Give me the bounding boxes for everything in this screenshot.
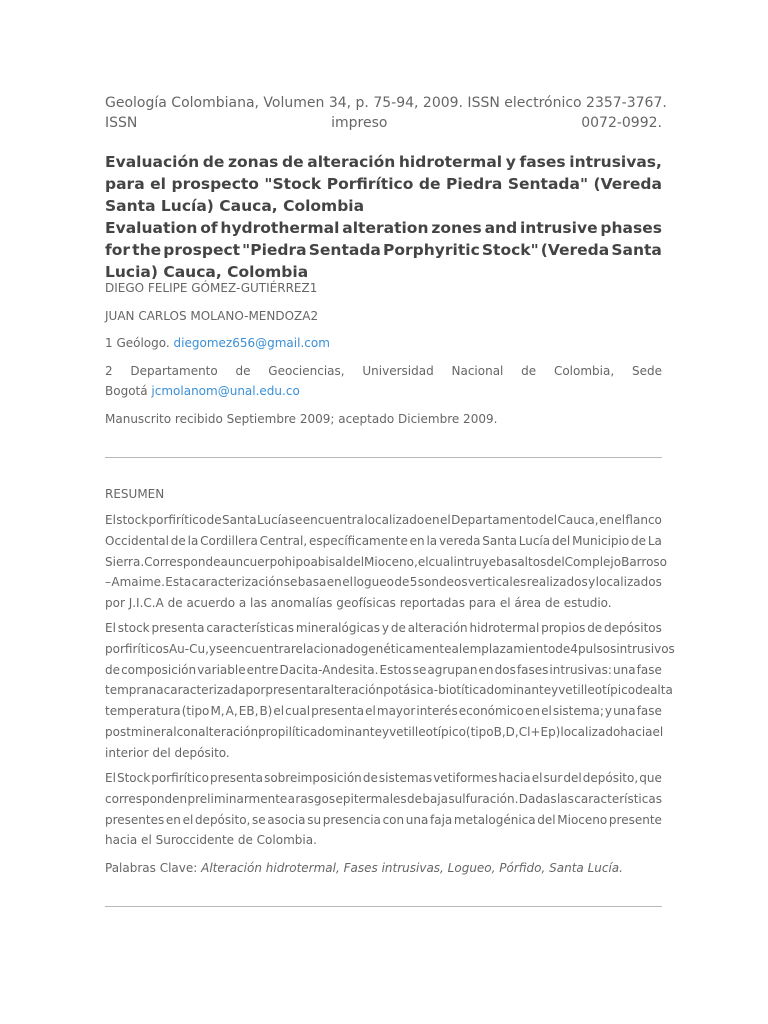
paragraph-word: El — [105, 771, 116, 785]
paragraph-word: presente — [608, 812, 662, 827]
paragraph-word: vereda — [438, 533, 481, 548]
paragraph-word: dos — [494, 662, 516, 677]
paragraph-word: Sierra. — [105, 554, 145, 569]
paragraph-word: cuerpo — [243, 554, 285, 569]
paragraph-word: Departamento — [451, 513, 539, 527]
title-word: "Piedra — [242, 241, 307, 259]
article-title — [105, 151, 662, 283]
paragraph-word: de — [407, 791, 423, 806]
resumen-paragraph-1 — [105, 510, 668, 614]
paragraph-word: presentar — [265, 683, 324, 698]
paragraph-word: Barroso — [621, 554, 668, 569]
title-word: de — [282, 153, 304, 171]
paragraph-line: por J.I.C.A de acuerdo a las anomalías geofísicas reportadas para el área de estudio. — [105, 596, 612, 611]
paragraph-word: mayor — [376, 704, 416, 719]
affiliation-2-word: de — [521, 364, 537, 378]
title-word: Sentada" — [507, 175, 589, 193]
paragraph-word: basaltos — [496, 554, 547, 569]
paragraph-line — [105, 722, 662, 743]
affiliation-2-word: Colombia, — [553, 364, 615, 378]
paragraph-word: con — [176, 724, 199, 739]
paragraph-word: el — [182, 812, 194, 827]
paragraph-line — [105, 768, 662, 789]
citation — [105, 93, 667, 133]
paragraph-word: Dacita-Andesita. — [279, 662, 379, 677]
paragraph-word: propilítica — [258, 724, 318, 739]
paragraph-word: de — [394, 575, 410, 590]
title-word: Porphyritic — [383, 241, 480, 259]
title-word: zonas — [228, 153, 279, 171]
title-word: zones — [431, 219, 482, 237]
title-word: Evaluation — [105, 219, 198, 237]
paragraph-word: que — [639, 771, 662, 785]
paragraph-word: postmineral — [105, 724, 177, 739]
paragraph-word: localizado — [364, 513, 425, 527]
paragraph-word: Complejo — [564, 554, 622, 569]
paragraph-word: una — [613, 704, 636, 719]
paragraph-word: y — [381, 621, 389, 635]
title-word: "Stock — [264, 175, 322, 193]
paragraph-word: de — [105, 662, 120, 677]
paragraph-word: en — [598, 513, 614, 527]
paragraph-line — [105, 680, 673, 701]
title-es-line — [105, 173, 662, 195]
title-word: (Vereda — [540, 241, 610, 259]
affiliation-2-city: Bogotá — [105, 384, 148, 398]
paragraph-word: dominante — [486, 683, 552, 698]
affiliation-2-line-2 — [105, 381, 662, 401]
paragraph-word: Occidental — [105, 533, 169, 548]
paragraph-word: de — [555, 641, 571, 656]
paragraph-word: presenta — [210, 771, 263, 785]
citation-line-1: Geología Colombiana, Volumen 34, p. 75-94, 2009. ISSN electrónico 2357-3767. — [105, 95, 667, 111]
paragraph-word: de — [587, 621, 603, 635]
author-2: JUAN CARLOS MOLANO-MENDOZA2 — [105, 309, 319, 323]
paragraph-word: el — [417, 554, 429, 569]
paragraph-word: se — [252, 812, 266, 827]
paragraph-word: presencia — [322, 812, 381, 827]
paragraph-line — [105, 810, 662, 831]
paragraph-word: porfiríticos — [105, 641, 169, 656]
paragraph-word: B, — [493, 724, 506, 739]
paragraph-word: presenta — [151, 621, 205, 635]
title-word: (Vereda — [593, 175, 662, 193]
title-word: phases — [600, 219, 662, 237]
paragraph-word: emplazamiento — [462, 641, 556, 656]
paragraph-word: vetiformes — [433, 771, 498, 785]
paragraph-word: del — [563, 771, 582, 785]
paragraph-word: sistema; — [552, 704, 604, 719]
paragraph-word: sur — [543, 771, 563, 785]
paragraph-word: Corresponde — [144, 554, 221, 569]
affiliation-1-text: 1 Geólogo. — [105, 336, 170, 350]
affiliation-2-word: Sede — [631, 364, 662, 378]
paragraph-word: El — [105, 621, 116, 635]
title-word: alteración — [307, 153, 396, 171]
paragraph-word: encuentra — [229, 641, 291, 656]
paragraph-line — [105, 660, 662, 681]
paragraph-word: del — [538, 513, 558, 527]
paragraph-word: Lucía — [257, 513, 289, 527]
paragraph-word: Lucía — [518, 533, 551, 548]
title-word: y — [505, 153, 516, 171]
paragraph-word: fase — [636, 704, 662, 719]
paragraph-word: alteración — [323, 683, 384, 698]
paragraph-word: el — [614, 513, 626, 527]
paragraph-word: de — [635, 683, 651, 698]
paragraph-line — [105, 552, 668, 573]
paragraph-word: porfirítico — [151, 771, 209, 785]
paragraph-word: económico — [458, 704, 524, 719]
paragraph-word: fase — [636, 662, 662, 677]
paragraph-word: Esta — [165, 575, 192, 590]
title-en-line — [105, 217, 662, 239]
keywords-list: Alteración hidrotermal, Fases intrusivas, Logueo, Pórfido, Santa Lucía. — [201, 861, 623, 875]
paragraph-word: Cordillera — [200, 533, 258, 548]
paragraph-word: localizado — [560, 724, 621, 739]
paragraph-word: de — [170, 533, 186, 548]
paragraph-word: variable — [197, 662, 246, 677]
paragraph-word: en — [424, 513, 440, 527]
paragraph-word: en — [409, 533, 425, 548]
citation-issn-number: 0072-0992. — [581, 115, 662, 131]
paragraph-word: y — [588, 575, 596, 590]
paragraph-word: en — [326, 575, 342, 590]
affiliation-2 — [105, 361, 662, 401]
keywords — [105, 858, 623, 878]
affiliation-2-word: Universidad — [362, 364, 434, 378]
paragraph-word: por — [245, 683, 266, 698]
paragraph-word: depósito, — [582, 771, 639, 785]
title-word: and — [484, 219, 518, 237]
paragraph-word: de — [206, 513, 222, 527]
paragraph-word: epitermales — [335, 791, 407, 806]
paragraph-word: temprana — [105, 683, 164, 698]
citation-impreso: impreso — [331, 115, 388, 131]
paragraph-word: sondeos — [417, 575, 468, 590]
paragraph-word: entre — [246, 662, 279, 677]
resumen-paragraph-3 — [105, 768, 662, 851]
title-word: de — [418, 175, 441, 193]
paragraph-word: presentes — [105, 812, 165, 827]
paragraph-word: hacia — [620, 724, 653, 739]
paragraph-word: y — [551, 683, 559, 698]
paragraph-word: se — [288, 513, 303, 527]
paragraph-word: composición — [121, 662, 197, 677]
title-word: Stock" — [481, 241, 539, 259]
paragraph-word: alteración — [407, 621, 468, 635]
citation-issn: ISSN — [105, 115, 138, 131]
paragraph-word: se — [216, 641, 230, 656]
paragraph-word: potásica-biotítica — [383, 683, 487, 698]
paragraph-word: hipoabisal — [284, 554, 346, 569]
paragraph-word: encuentra — [302, 513, 364, 527]
resumen-heading: RESUMEN — [105, 487, 165, 501]
paragraph-line — [105, 789, 662, 810]
title-word: Porfirítico — [326, 175, 414, 193]
paragraph-word: faja — [430, 812, 453, 827]
paragraph-word: con — [382, 812, 405, 827]
title-word: Sentada — [308, 241, 381, 259]
paragraph-word: el — [273, 704, 285, 719]
paragraph-word: basa — [297, 575, 327, 590]
paragraph-word: stock — [117, 621, 150, 635]
paragraph-word: localizados — [595, 575, 662, 590]
paragraph-word: características — [206, 621, 295, 635]
paragraph-word: de — [390, 621, 406, 635]
paragraph-line — [105, 639, 675, 660]
paragraph-word: vetilleo — [389, 724, 433, 739]
paragraph-word: depósitos — [604, 621, 662, 635]
paragraph-word: Mioceno, — [364, 554, 418, 569]
paragraph-word: y — [604, 704, 613, 719]
paragraph-word: porfirítico — [148, 513, 207, 527]
paragraph-word: una — [613, 662, 636, 677]
paragraph-word: flanco — [625, 513, 662, 527]
title-word: prospecto — [171, 175, 259, 193]
paragraph-word: en — [165, 812, 181, 827]
paragraph-word: sistemas — [378, 771, 433, 785]
paragraph-word: B) — [259, 704, 273, 719]
paragraph-word: alteración — [198, 724, 259, 739]
paragraph-word: mineralógicas — [295, 621, 381, 635]
paragraph-word: La — [647, 533, 662, 548]
affiliation-2-word: Departamento — [130, 364, 218, 378]
paragraph-word: sulfuración. — [448, 791, 519, 806]
affiliation-2-word: Geociencias, — [268, 364, 345, 378]
paragraph-word: El — [105, 513, 116, 527]
paragraph-word: a — [287, 791, 296, 806]
paragraph-word: D, — [505, 724, 519, 739]
paragraph-word: rasgos — [295, 791, 336, 806]
paragraph-word: fases — [516, 662, 549, 677]
paragraph-word: se — [412, 662, 427, 677]
paragraph-word: Santa — [221, 513, 257, 527]
paragraph-word: Dadas — [518, 791, 557, 806]
paragraph-word: y — [381, 724, 390, 739]
paragraph-word: (tipo — [465, 724, 494, 739]
paragraph-word: a — [220, 554, 228, 569]
paragraph-word: A, — [225, 704, 238, 719]
paragraph-word: del — [345, 554, 365, 569]
paragraph-word: el — [652, 724, 664, 739]
paragraph-word: de — [362, 771, 378, 785]
received-date: Manuscrito recibido Septiembre 2009; aceptado Diciembre 2009. — [105, 412, 498, 426]
paragraph-word: Municipio — [572, 533, 630, 548]
paragraph-word: Mioceno — [557, 812, 608, 827]
paragraph-word: stock — [116, 513, 149, 527]
paragraph-word: sobreimposición — [264, 771, 362, 785]
citation-line-2 — [105, 113, 662, 133]
paragraph-line — [105, 531, 662, 552]
paragraph-word: el — [541, 704, 552, 719]
title-word: fases — [519, 153, 566, 171]
paragraph-word: Stock — [116, 771, 151, 785]
paragraph-word: caracterización — [191, 575, 284, 590]
paragraph-line — [105, 510, 662, 531]
affiliation-2-word: Nacional — [451, 364, 504, 378]
paragraph-word: Santa — [482, 533, 517, 548]
paragraph-word: características — [574, 791, 662, 806]
paragraph-word: la — [426, 533, 438, 548]
paragraph-word: cual — [428, 554, 454, 569]
title-word: Evaluación — [105, 153, 200, 171]
paragraph-word: su — [307, 812, 322, 827]
paragraph-word: específicamente — [308, 533, 408, 548]
resumen-paragraph-2 — [105, 618, 675, 764]
paragraph-word: propios — [541, 621, 586, 635]
paragraph-word: Amaime. — [111, 575, 165, 590]
paragraph-word: verticales — [468, 575, 527, 590]
paragraph-word: M, — [210, 704, 225, 719]
paragraph-word: un — [227, 554, 244, 569]
paragraph-word: Estos — [379, 662, 412, 677]
paragraph-word: corresponden — [105, 791, 188, 806]
title-en-line — [105, 239, 662, 261]
title-word: el — [150, 175, 166, 193]
title-word: hydrothermal — [220, 219, 340, 237]
paragraph-word: del — [546, 554, 565, 569]
paragraph-word: Au-Cu, — [168, 641, 209, 656]
paragraph-word: en — [478, 662, 494, 677]
paragraph-word: Cl+Ep) — [518, 724, 561, 739]
paragraph-word: el — [342, 575, 353, 590]
paragraph-word: una — [405, 812, 429, 827]
title-es-line: Santa Lucía) Cauca, Colombia — [105, 197, 365, 215]
paragraph-word: al — [451, 641, 463, 656]
title-word: prospect — [163, 241, 241, 259]
paragraph-line: hacia el Suroccidente de Colombia. — [105, 833, 317, 848]
title-word: para — [105, 175, 145, 193]
paragraph-word: del — [551, 533, 571, 548]
affiliation-1 — [105, 333, 662, 353]
paragraph-word: realizados — [526, 575, 588, 590]
title-word: hidrotermal — [398, 153, 503, 171]
email-link-2[interactable]: jcmolanom@unal.edu.co — [151, 384, 300, 398]
paragraph-word: (tipo — [181, 704, 210, 719]
paragraph-word: dominante — [317, 724, 382, 739]
paragraph-word: 5 — [409, 575, 418, 590]
paragraph-word: logueo — [353, 575, 394, 590]
divider-top — [105, 457, 662, 458]
paragraph-word: presenta — [311, 704, 365, 719]
paragraph-word: la — [187, 533, 199, 548]
title-word: Santa — [611, 241, 662, 259]
title-word: alteration — [342, 219, 429, 237]
title-word: intrusive — [519, 219, 598, 237]
paragraph-word: relacionado — [290, 641, 361, 656]
paragraph-word: típico — [432, 724, 466, 739]
title-word: de — [202, 153, 225, 171]
paragraph-word: y — [208, 641, 217, 656]
paragraph-word: cual — [285, 704, 311, 719]
title-es-line — [105, 151, 662, 173]
affiliation-2-word: 2 — [105, 364, 113, 378]
paragraph-word: interés — [416, 704, 458, 719]
paragraph-word: las — [556, 791, 574, 806]
paragraph-word: agrupan — [427, 662, 478, 677]
title-en-line: Lucia) Cauca, Colombia — [105, 263, 309, 281]
paragraph-word: intrusivas: — [549, 662, 612, 677]
paragraph-word: preliminarmente — [187, 791, 288, 806]
paragraph-word: el — [365, 704, 376, 719]
title-word: intrusivas, — [569, 153, 662, 171]
paragraph-word: de — [631, 533, 647, 548]
paragraph-word: se — [283, 575, 298, 590]
paragraph-word: caracterizada — [163, 683, 246, 698]
title-word: for — [105, 241, 131, 259]
paragraph-word: hidrotermal — [469, 621, 540, 635]
title-word: the — [132, 241, 162, 259]
paragraph-word: Central, — [259, 533, 308, 548]
paragraph-word: genéticamente — [360, 641, 452, 656]
affiliation-2-word: de — [235, 364, 251, 378]
affiliation-2-line-1 — [105, 361, 662, 381]
paragraph-line: interior del depósito. — [105, 745, 230, 760]
paragraph-word: del — [537, 812, 556, 827]
paragraph-word: hacia — [498, 771, 531, 785]
paragraph-line — [105, 572, 662, 593]
paragraph-word: en — [525, 704, 541, 719]
title-word: Piedra — [445, 175, 503, 193]
paragraph-word: temperatura — [105, 704, 181, 719]
paragraph-line — [105, 618, 662, 639]
paragraph-word: el — [439, 513, 451, 527]
paragraph-word: típico — [602, 683, 636, 698]
paragraph-word: Cauca, — [557, 513, 599, 527]
paragraph-word: metalogénica — [453, 812, 536, 827]
paragraph-word: vetilleo — [558, 683, 603, 698]
paragraph-word: depósito, — [194, 812, 251, 827]
keywords-label: Palabras Clave: — [105, 861, 198, 875]
email-link-1[interactable]: diegomez656@gmail.com — [173, 336, 330, 350]
paragraph-word: alta — [650, 683, 673, 698]
paragraph-word: el — [531, 771, 543, 785]
author-1: DIEGO FELIPE GÓMEZ-GUTIÉRREZ1 — [105, 281, 318, 295]
paragraph-word: baja — [422, 791, 449, 806]
paragraph-line — [105, 701, 662, 722]
paragraph-word: intrusivos — [616, 641, 675, 656]
paragraph-word: EB, — [238, 704, 259, 719]
divider-bottom — [105, 906, 662, 907]
title-word: of — [200, 219, 218, 237]
paragraph-word: 4 — [570, 641, 578, 656]
paragraph-word: asocia — [267, 812, 306, 827]
paragraph-word: intruye — [453, 554, 497, 569]
paragraph-word: pulsos — [577, 641, 617, 656]
paragraph-word: – — [105, 575, 111, 590]
